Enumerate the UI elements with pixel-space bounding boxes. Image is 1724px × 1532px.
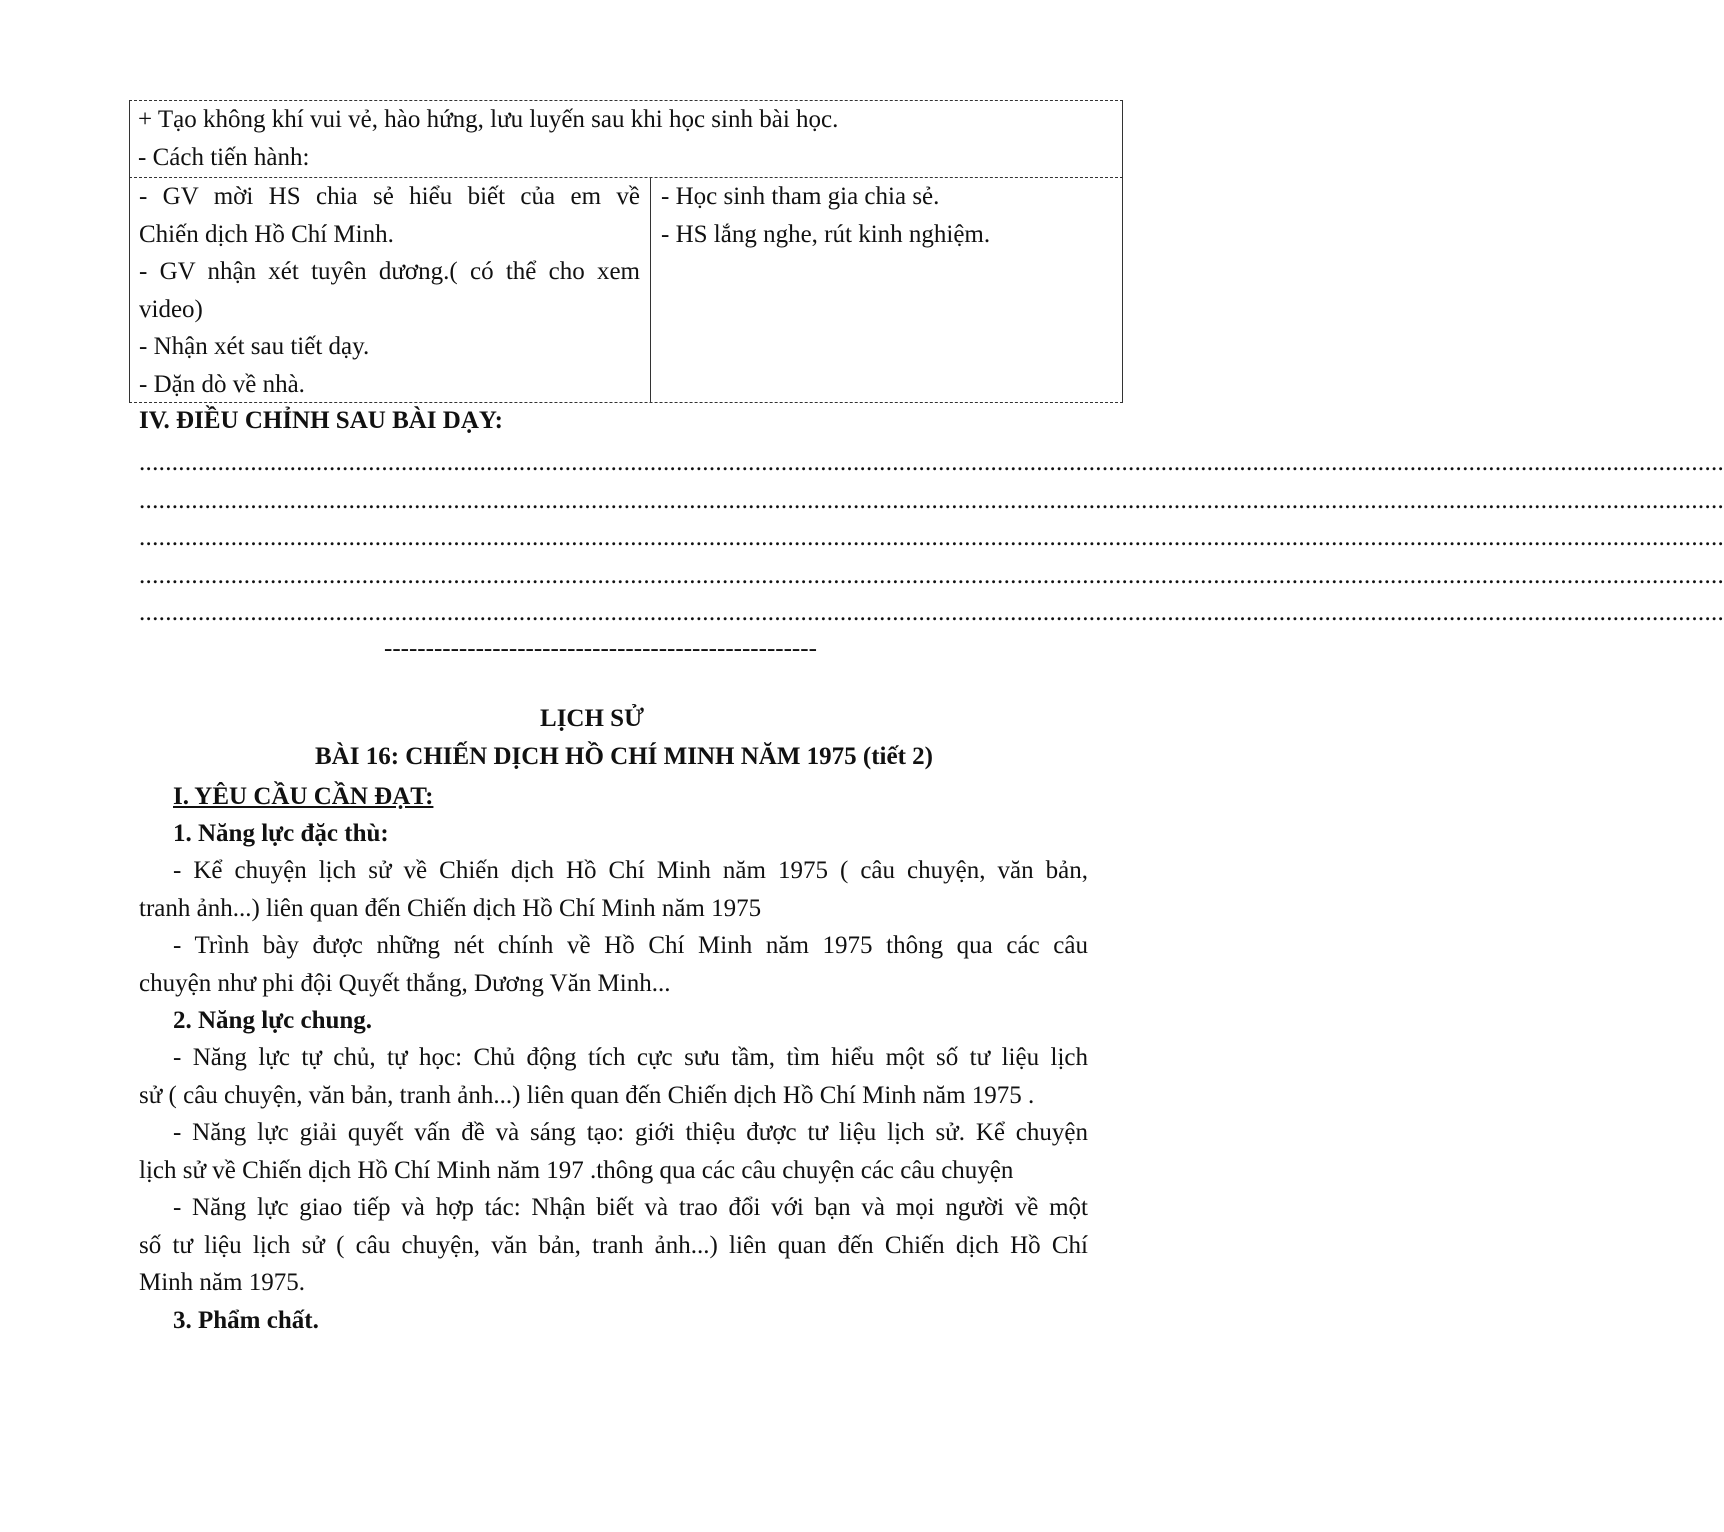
dotted-line: ..................................................................................................................................................................................................................................................: [139, 562, 1724, 589]
table-cell-line: - GV nhận xét tuyên dương.( có thể cho xem: [139, 258, 640, 285]
section-3-heading: 3. Phẩm chất.: [173, 1307, 319, 1334]
paragraph: [139, 1189, 1088, 1302]
paragraph-line: lịch sử về Chiến dịch Hồ Chí Minh năm 197 .thông qua các câu chuyện các câu chuyện: [139, 1156, 1014, 1184]
paragraph-line: - Năng lực giải quyết vấn đề và sáng tạo: giới thiệu được tư liệu lịch sử. Kể chuyện: [173, 1119, 1088, 1146]
table-header-cell: [129, 100, 1123, 177]
paragraph-line: số tư liệu lịch sử ( câu chuyện, văn bản, tranh ảnh...) liên quan đến Chiến dịch Hồ Chí: [139, 1231, 1088, 1259]
paragraph-line: - Năng lực tự chủ, tự học: Chủ động tích cực sưu tầm, tìm hiểu một số tư liệu lịch: [173, 1044, 1088, 1071]
table-cell-line: - Học sinh tham gia chia sẻ.: [661, 183, 940, 210]
dotted-line: ..................................................................................................................................................................................................................................................: [139, 599, 1724, 626]
paragraph-line: tranh ảnh...) liên quan đến Chiến dịch Hồ Chí Minh năm 1975: [139, 894, 762, 922]
dotted-line: ..................................................................................................................................................................................................................................................: [139, 487, 1724, 514]
section-2-heading: 2. Năng lực chung.: [173, 1007, 373, 1034]
paragraph: [139, 1039, 1088, 1114]
paragraph-line: - Trình bày được những nét chính về Hồ Chí Minh năm 1975 thông qua các câu: [173, 932, 1088, 959]
adjustment-heading: IV. ĐIỀU CHỈNH SAU BÀI DẠY:: [139, 407, 503, 434]
student-activity-cell: [651, 178, 1123, 402]
table-cell-line: - HS lắng nghe, rút kinh nghiệm.: [661, 220, 991, 248]
teacher-activity-cell: [129, 178, 651, 402]
paragraph-line: chuyện như phi đội Quyết thắng, Dương Văn Minh...: [139, 969, 671, 997]
paragraph-line: - Kể chuyện lịch sử về Chiến dịch Hồ Chí Minh năm 1975 ( câu chuyện, văn bản,: [173, 857, 1088, 884]
paragraph-line: sử ( câu chuyện, văn bản, tranh ảnh...) liên quan đến Chiến dịch Hồ Chí Minh năm 1975 .: [139, 1081, 1035, 1109]
table-cell-line: - Dặn dò về nhà.: [139, 370, 305, 398]
paragraph: [139, 927, 1088, 1002]
paragraph-line: - Năng lực giao tiếp và hợp tác: Nhận biết và trao đổi với bạn và mọi người về một: [173, 1194, 1088, 1221]
table-row: [129, 177, 1123, 403]
table-cell-line: - Nhận xét sau tiết dạy.: [139, 333, 370, 360]
paragraph: [139, 1114, 1088, 1189]
table-top-line: + Tạo không khí vui vẻ, hào hứng, lưu luyến sau khi học sinh bài học.: [138, 106, 839, 133]
paragraph-line: Minh năm 1975.: [139, 1269, 305, 1296]
activity-table: [129, 100, 1123, 403]
table-cell-line: - GV mời HS chia sẻ hiểu biết của em về: [139, 183, 640, 210]
lesson-title: BÀI 16: CHIẾN DỊCH HỒ CHÍ MINH NĂM 1975 (tiết 2): [314, 743, 934, 770]
dotted-line: ..................................................................................................................................................................................................................................................: [139, 524, 1724, 551]
paragraph: [139, 852, 1088, 927]
dotted-line: ..................................................................................................................................................................................................................................................: [139, 449, 1724, 476]
section-1-heading: 1. Năng lực đặc thù:: [173, 820, 389, 847]
table-cell-line: video): [139, 295, 203, 323]
subject-title: LỊCH SỬ: [540, 705, 644, 732]
section-separator: ----------------------------------------------------: [384, 635, 817, 662]
table-top-line: - Cách tiến hành:: [138, 143, 310, 171]
requirements-heading: I. YÊU CẦU CẦN ĐẠT:: [173, 783, 434, 810]
table-cell-line: Chiến dịch Hồ Chí Minh.: [139, 220, 394, 248]
